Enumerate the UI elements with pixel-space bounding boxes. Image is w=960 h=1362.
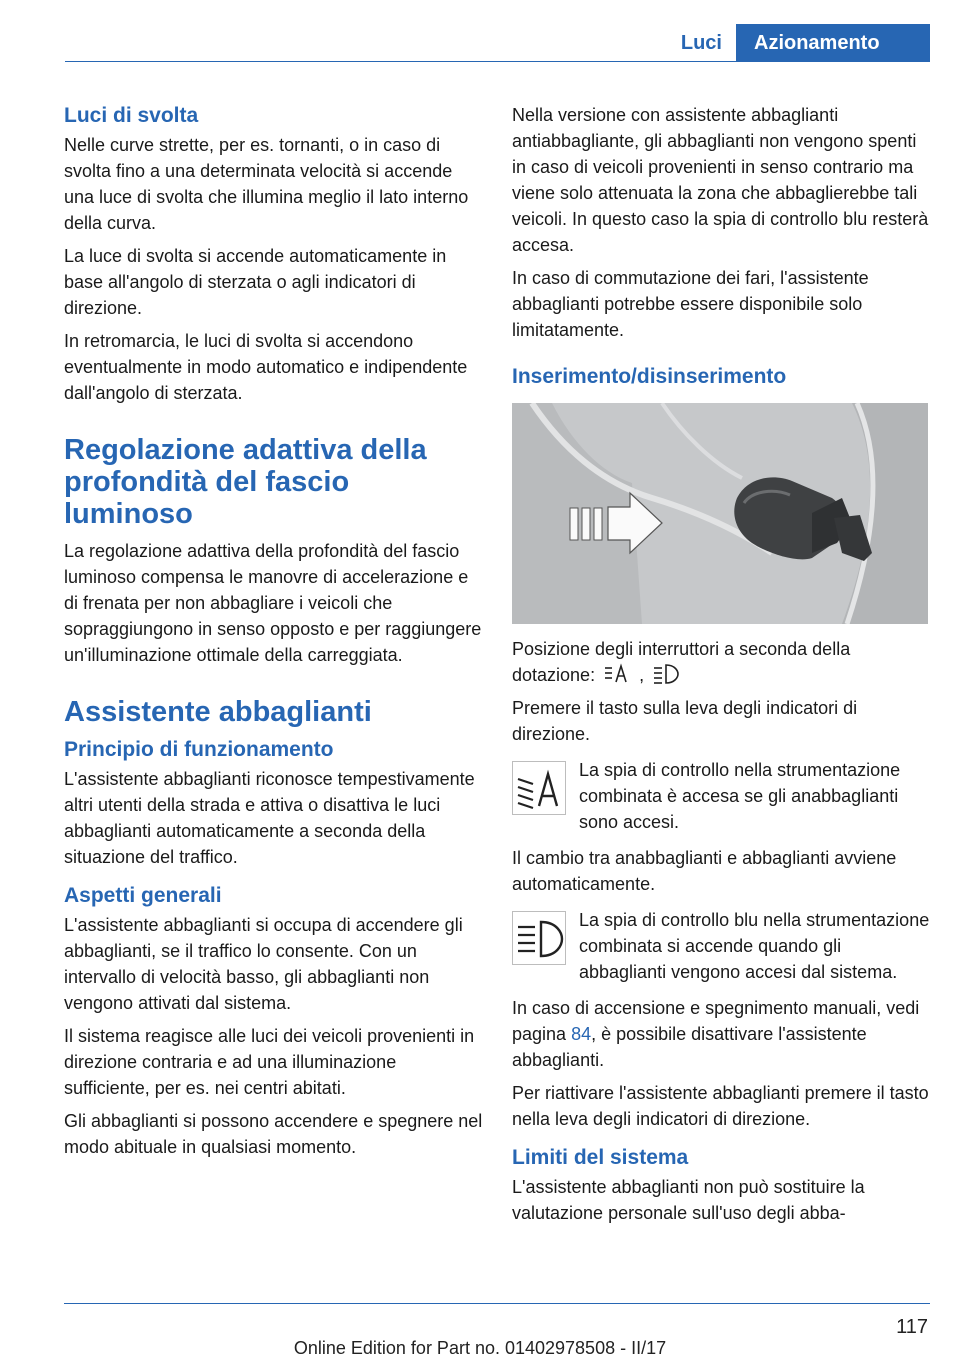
press-button-paragraph: Premere il tasto sulla leva degli indicatori di direzione.	[512, 698, 858, 744]
low-beam-indicator-block	[512, 757, 930, 835]
high-beam-assist-icon	[653, 663, 679, 685]
cornering-paragraph-1: Nelle curve strette, per es. tornanti, o in caso di svolta fino a una determinata velocità si accende una luce di svolta che illumina meglio il lato interno della curva.	[64, 135, 469, 233]
lever-illustration	[512, 403, 928, 624]
header-divider	[65, 61, 930, 62]
low-beam-indicator-text: La spia di controllo nella strumentazione combinata è accesa se gli anabbaglianti sono accesi.	[579, 760, 901, 832]
auto-switch-paragraph: Il cambio tra anabbaglianti e abbaglianti avviene automaticamente.	[512, 848, 897, 894]
principle-paragraph: L'assistente abbaglianti riconosce tempestivamente altri utenti della strada e attiva o disattiva le luci abbaglianti automaticamente a seconda della situazione del traffico.	[64, 769, 475, 867]
header-section-label: Luci	[680, 32, 722, 54]
adaptive-range-heading: Regolazione adattiva della profondità del fascio luminoso	[64, 434, 427, 530]
cornering-paragraph-2: La luce di svolta si accende automaticamente in base all'angolo di sterzata o agli indicatori di direzione.	[64, 246, 447, 318]
anti-dazzle-paragraph-1: Nella versione con assistente abbaglianti antiabbagliante, gli abbaglianti non vengono spenti in caso di veicoli provenienti in senso contrario ma viene solo attenuata la zona che abbaglierebbe tali veicoli. In questo caso la spia di controllo blu resterà accesa.	[512, 105, 929, 255]
cornering-lights-heading: Luci di svolta	[64, 104, 199, 127]
system-limits-heading: Limiti del sistema	[512, 1146, 689, 1169]
anti-dazzle-paragraph-2: In caso di commutazione dei fari, l'assistente abbaglianti potrebbe essere disponibile solo limitatamente.	[512, 268, 869, 340]
manual-switch-text-pre: In caso di accensione e spegnimento manuali, vedi pagina	[512, 998, 920, 1044]
left-column	[64, 102, 484, 1167]
low-beam-auto-indicator-icon	[512, 761, 566, 815]
manual-switch-text-post: , è possibile disattivare l'assistente abbaglianti.	[512, 1024, 867, 1070]
high-beam-indicator-block	[512, 907, 930, 985]
page-reference-link[interactable]: 84	[571, 1024, 592, 1044]
switch-positions-comma: ,	[639, 665, 645, 685]
high-beam-indicator-icon	[512, 911, 566, 965]
reactivate-paragraph: Per riattivare l'assistente abbaglianti premere il tasto nella leva degli indicatori di direzione.	[512, 1083, 929, 1129]
general-heading: Aspetti generali	[64, 884, 222, 907]
turn-signal-lever-figure	[512, 403, 928, 624]
auto-high-beam-icon	[604, 663, 630, 685]
system-limits-paragraph: L'assistente abbaglianti non può sostituire la valutazione personale sull'uso degli abba-	[512, 1177, 865, 1223]
edition-footer: Online Edition for Part no. 01402978508 - II/17	[293, 1338, 667, 1358]
general-paragraph-1: L'assistente abbaglianti si occupa di accendere gli abbaglianti, se il traffico lo consente. Con un intervallo di velocità basso, gli abbaglianti non vengono attivati dal sistema.	[64, 915, 463, 1013]
general-paragraph-3: Gli abbaglianti si possono accendere e spegnere nel modo abituale in qualsiasi momento.	[64, 1111, 483, 1157]
page-number: 117	[896, 1316, 928, 1338]
switch-positions-text: Posizione degli interruttori a seconda della dotazione:	[512, 639, 851, 685]
header-chapter-tab: Azionamento	[736, 24, 930, 62]
adaptive-paragraph: La regolazione adattiva della profondità del fascio luminoso compensa le manovre di accelerazione e di frenata per non abbagliare i veicoli che sopraggiungono in senso opposto e per raggiungere un'illuminazione ottimale della carreggiata.	[64, 541, 482, 665]
high-beam-assistant-heading: Assistente abbaglianti	[64, 696, 372, 728]
general-paragraph-2: Il sistema reagisce alle luci dei veicoli provenienti in direzione contraria e ad una illuminazione sufficiente, per es. nei centri abitati.	[64, 1026, 475, 1098]
on-off-heading: Inserimento/disinserimento	[512, 365, 787, 388]
principle-heading: Principio di funzionamento	[64, 738, 334, 761]
footer-divider	[64, 1303, 930, 1304]
manual-switch-paragraph	[512, 995, 930, 1073]
cornering-paragraph-3: In retromarcia, le luci di svolta si accendono eventualmente in modo automatico e indipendente dall'angolo di sterzata.	[64, 331, 468, 403]
high-beam-indicator-text: La spia di controllo blu nella strumentazione combinata si accende quando gli abbaglianti vengono accesi dal sistema.	[579, 910, 930, 982]
right-column	[512, 102, 930, 1233]
switch-positions-paragraph	[512, 636, 930, 688]
